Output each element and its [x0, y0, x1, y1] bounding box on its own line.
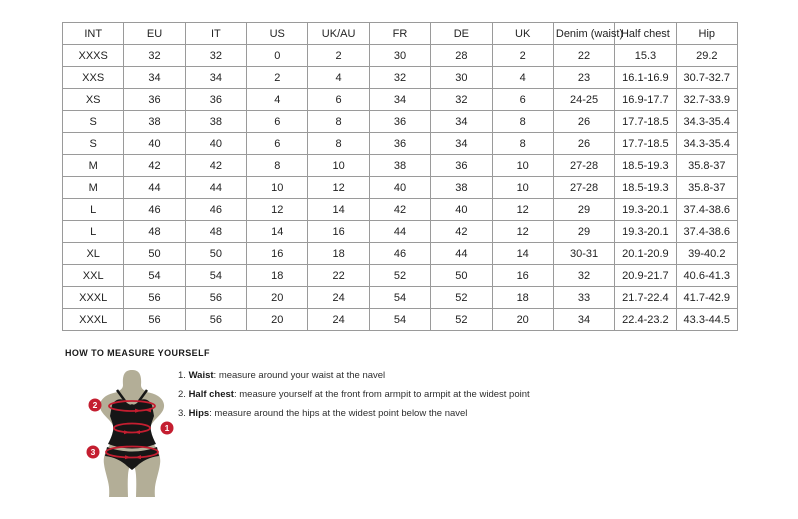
table-cell: 16.9-17.7: [615, 89, 676, 111]
table-cell: XL: [63, 243, 124, 265]
table-cell: 54: [369, 287, 430, 309]
table-cell: 10: [492, 177, 553, 199]
table-cell: 32: [431, 89, 492, 111]
table-cell: 32: [553, 265, 614, 287]
table-cell: 40: [431, 199, 492, 221]
table-cell: 36: [185, 89, 246, 111]
table-cell: 54: [369, 309, 430, 331]
table-cell: 40: [124, 133, 185, 155]
chest-badge-number: 2: [92, 400, 98, 410]
table-cell: 20: [247, 287, 308, 309]
measure-section-title: HOW TO MEASURE YOURSELF: [65, 348, 210, 358]
column-header: Half chest: [615, 23, 676, 45]
hip-badge: [87, 446, 100, 459]
table-cell: 38: [369, 155, 430, 177]
table-cell: 22: [553, 45, 614, 67]
table-cell: 44: [185, 177, 246, 199]
table-cell: 34.3-35.4: [676, 133, 737, 155]
table-row: [63, 89, 738, 111]
table-cell: 42: [369, 199, 430, 221]
table-cell: 29: [553, 221, 614, 243]
header-row: [63, 23, 738, 45]
table-cell: 52: [431, 309, 492, 331]
table-row: [63, 243, 738, 265]
table-cell: 33: [553, 287, 614, 309]
table-cell: 10: [247, 177, 308, 199]
table-cell: 16: [492, 265, 553, 287]
table-cell: 20.9-21.7: [615, 265, 676, 287]
table-cell: XXL: [63, 265, 124, 287]
table-cell: 6: [308, 89, 369, 111]
table-cell: 4: [308, 67, 369, 89]
table-cell: 8: [492, 111, 553, 133]
table-row: [63, 221, 738, 243]
table-cell: 38: [431, 177, 492, 199]
table-cell: 41.7-42.9: [676, 287, 737, 309]
table-cell: 40: [185, 133, 246, 155]
table-cell: 44: [369, 221, 430, 243]
table-cell: 12: [492, 221, 553, 243]
table-cell: 38: [124, 111, 185, 133]
step-text: : measure yourself at the front from armpit to armpit at the widest point: [233, 389, 530, 400]
table-cell: 34: [369, 89, 430, 111]
table-cell: 37.4-38.6: [676, 199, 737, 221]
table-cell: 30.7-32.7: [676, 67, 737, 89]
table-cell: 34.3-35.4: [676, 111, 737, 133]
table-cell: 20: [492, 309, 553, 331]
table-cell: 19.3-20.1: [615, 199, 676, 221]
table-cell: 36: [369, 111, 430, 133]
column-header: UK: [492, 23, 553, 45]
table-cell: 30-31: [553, 243, 614, 265]
table-cell: S: [63, 133, 124, 155]
table-cell: 2: [308, 45, 369, 67]
column-header: UK/AU: [308, 23, 369, 45]
table-cell: 23: [553, 67, 614, 89]
table-cell: 14: [247, 221, 308, 243]
table-cell: 8: [247, 155, 308, 177]
table-cell: 6: [247, 133, 308, 155]
table-cell: 42: [431, 221, 492, 243]
table-cell: 52: [431, 287, 492, 309]
table-cell: 46: [185, 199, 246, 221]
table-cell: 48: [185, 221, 246, 243]
column-header: DE: [431, 23, 492, 45]
table-cell: 14: [308, 199, 369, 221]
table-cell: 26: [553, 111, 614, 133]
column-header: US: [247, 23, 308, 45]
table-cell: 16: [308, 221, 369, 243]
column-header: EU: [124, 23, 185, 45]
table-cell: XXXS: [63, 45, 124, 67]
table-cell: 12: [492, 199, 553, 221]
table-cell: 24-25: [553, 89, 614, 111]
size-chart-table: [62, 22, 738, 331]
table-cell: 46: [124, 199, 185, 221]
table-cell: 37.4-38.6: [676, 221, 737, 243]
table-cell: 15.3: [615, 45, 676, 67]
table-cell: 18.5-19.3: [615, 177, 676, 199]
table-cell: 4: [247, 89, 308, 111]
table-row: [63, 133, 738, 155]
table-cell: 35.8-37: [676, 155, 737, 177]
table-cell: 43.3-44.5: [676, 309, 737, 331]
table-cell: 32: [369, 67, 430, 89]
table-cell: XXXL: [63, 309, 124, 331]
table-row: [63, 155, 738, 177]
column-header: IT: [185, 23, 246, 45]
table-cell: 18: [492, 287, 553, 309]
hip-badge-number: 3: [90, 447, 96, 457]
table-row: [63, 199, 738, 221]
table-cell: 16: [247, 243, 308, 265]
table-cell: 10: [308, 155, 369, 177]
table-row: [63, 265, 738, 287]
table-row: [63, 45, 738, 67]
table-cell: 56: [185, 309, 246, 331]
table-cell: 20: [247, 309, 308, 331]
table-cell: S: [63, 111, 124, 133]
table-cell: 27-28: [553, 155, 614, 177]
table-cell: 44: [431, 243, 492, 265]
table-cell: 29.2: [676, 45, 737, 67]
table-cell: 10: [492, 155, 553, 177]
size-chart-body: [63, 45, 738, 331]
table-cell: 56: [185, 287, 246, 309]
table-cell: 34: [431, 133, 492, 155]
table-cell: 54: [124, 265, 185, 287]
table-cell: 6: [492, 89, 553, 111]
table-cell: 46: [369, 243, 430, 265]
table-cell: 56: [124, 287, 185, 309]
table-cell: 14: [492, 243, 553, 265]
table-cell: 12: [247, 199, 308, 221]
waist-badge-number: 1: [164, 423, 170, 433]
table-cell: 2: [492, 45, 553, 67]
table-row: [63, 309, 738, 331]
table-cell: XS: [63, 89, 124, 111]
table-row: [63, 111, 738, 133]
table-cell: 50: [431, 265, 492, 287]
table-row: [63, 287, 738, 309]
table-cell: 6: [247, 111, 308, 133]
table-cell: 35.8-37: [676, 177, 737, 199]
table-cell: 50: [124, 243, 185, 265]
column-header: Denim (waist): [553, 23, 614, 45]
table-cell: 22: [308, 265, 369, 287]
table-cell: 36: [124, 89, 185, 111]
table-cell: 36: [369, 133, 430, 155]
waist-badge: [161, 422, 174, 435]
table-cell: 22.4-23.2: [615, 309, 676, 331]
step-number: 2.: [178, 389, 189, 400]
table-cell: 2: [247, 67, 308, 89]
table-cell: 18.5-19.3: [615, 155, 676, 177]
column-header: Hip: [676, 23, 737, 45]
table-cell: 39-40.2: [676, 243, 737, 265]
table-cell: 17.7-18.5: [615, 133, 676, 155]
table-cell: 0: [247, 45, 308, 67]
step-label: Hips: [188, 408, 210, 419]
table-cell: 4: [492, 67, 553, 89]
table-cell: 28: [431, 45, 492, 67]
table-cell: M: [63, 155, 124, 177]
table-cell: 8: [308, 133, 369, 155]
step-text: : measure around the hips at the widest point below the navel: [209, 408, 468, 419]
chest-badge: [89, 399, 102, 412]
table-cell: 52: [369, 265, 430, 287]
table-cell: 34: [431, 111, 492, 133]
table-cell: 34: [185, 67, 246, 89]
table-cell: 42: [185, 155, 246, 177]
table-cell: 26: [553, 133, 614, 155]
table-cell: 54: [185, 265, 246, 287]
table-cell: 36: [431, 155, 492, 177]
table-cell: 8: [492, 133, 553, 155]
table-cell: 12: [308, 177, 369, 199]
column-header: FR: [369, 23, 430, 45]
table-cell: 18: [308, 243, 369, 265]
table-cell: 29: [553, 199, 614, 221]
table-cell: 42: [124, 155, 185, 177]
column-header: INT: [63, 23, 124, 45]
measure-step: [178, 404, 508, 423]
table-cell: 30: [431, 67, 492, 89]
table-cell: L: [63, 199, 124, 221]
table-cell: 8: [308, 111, 369, 133]
table-cell: 24: [308, 287, 369, 309]
table-cell: 50: [185, 243, 246, 265]
table-cell: 32.7-33.9: [676, 89, 737, 111]
table-cell: 16.1-16.9: [615, 67, 676, 89]
table-cell: 40: [369, 177, 430, 199]
table-cell: 27-28: [553, 177, 614, 199]
step-label: Half chest: [188, 389, 234, 400]
table-cell: M: [63, 177, 124, 199]
table-row: [63, 67, 738, 89]
table-cell: L: [63, 221, 124, 243]
table-cell: 19.3-20.1: [615, 221, 676, 243]
table-cell: 21.7-22.4: [615, 287, 676, 309]
table-cell: XXXL: [63, 287, 124, 309]
table-cell: 38: [185, 111, 246, 133]
table-cell: 20.1-20.9: [615, 243, 676, 265]
table-cell: 56: [124, 309, 185, 331]
mannequin-illustration: [82, 368, 182, 500]
table-cell: 44: [124, 177, 185, 199]
measure-instructions: [178, 366, 530, 423]
step-number: 3.: [178, 408, 189, 419]
table-cell: 30: [369, 45, 430, 67]
step-text: : measure around your waist at the navel: [213, 370, 386, 381]
step-label: Waist: [188, 370, 214, 381]
size-chart-header: [63, 23, 738, 45]
table-cell: XXS: [63, 67, 124, 89]
table-cell: 34: [553, 309, 614, 331]
table-cell: 48: [124, 221, 185, 243]
table-cell: 24: [308, 309, 369, 331]
step-number: 1.: [178, 370, 189, 381]
table-cell: 32: [185, 45, 246, 67]
table-cell: 34: [124, 67, 185, 89]
table-row: [63, 177, 738, 199]
measurement-figure: [82, 368, 182, 500]
table-cell: 17.7-18.5: [615, 111, 676, 133]
measure-step: [178, 385, 530, 404]
table-cell: 40.6-41.3: [676, 265, 737, 287]
table-cell: 32: [124, 45, 185, 67]
measure-step: [178, 366, 508, 385]
table-cell: 18: [247, 265, 308, 287]
